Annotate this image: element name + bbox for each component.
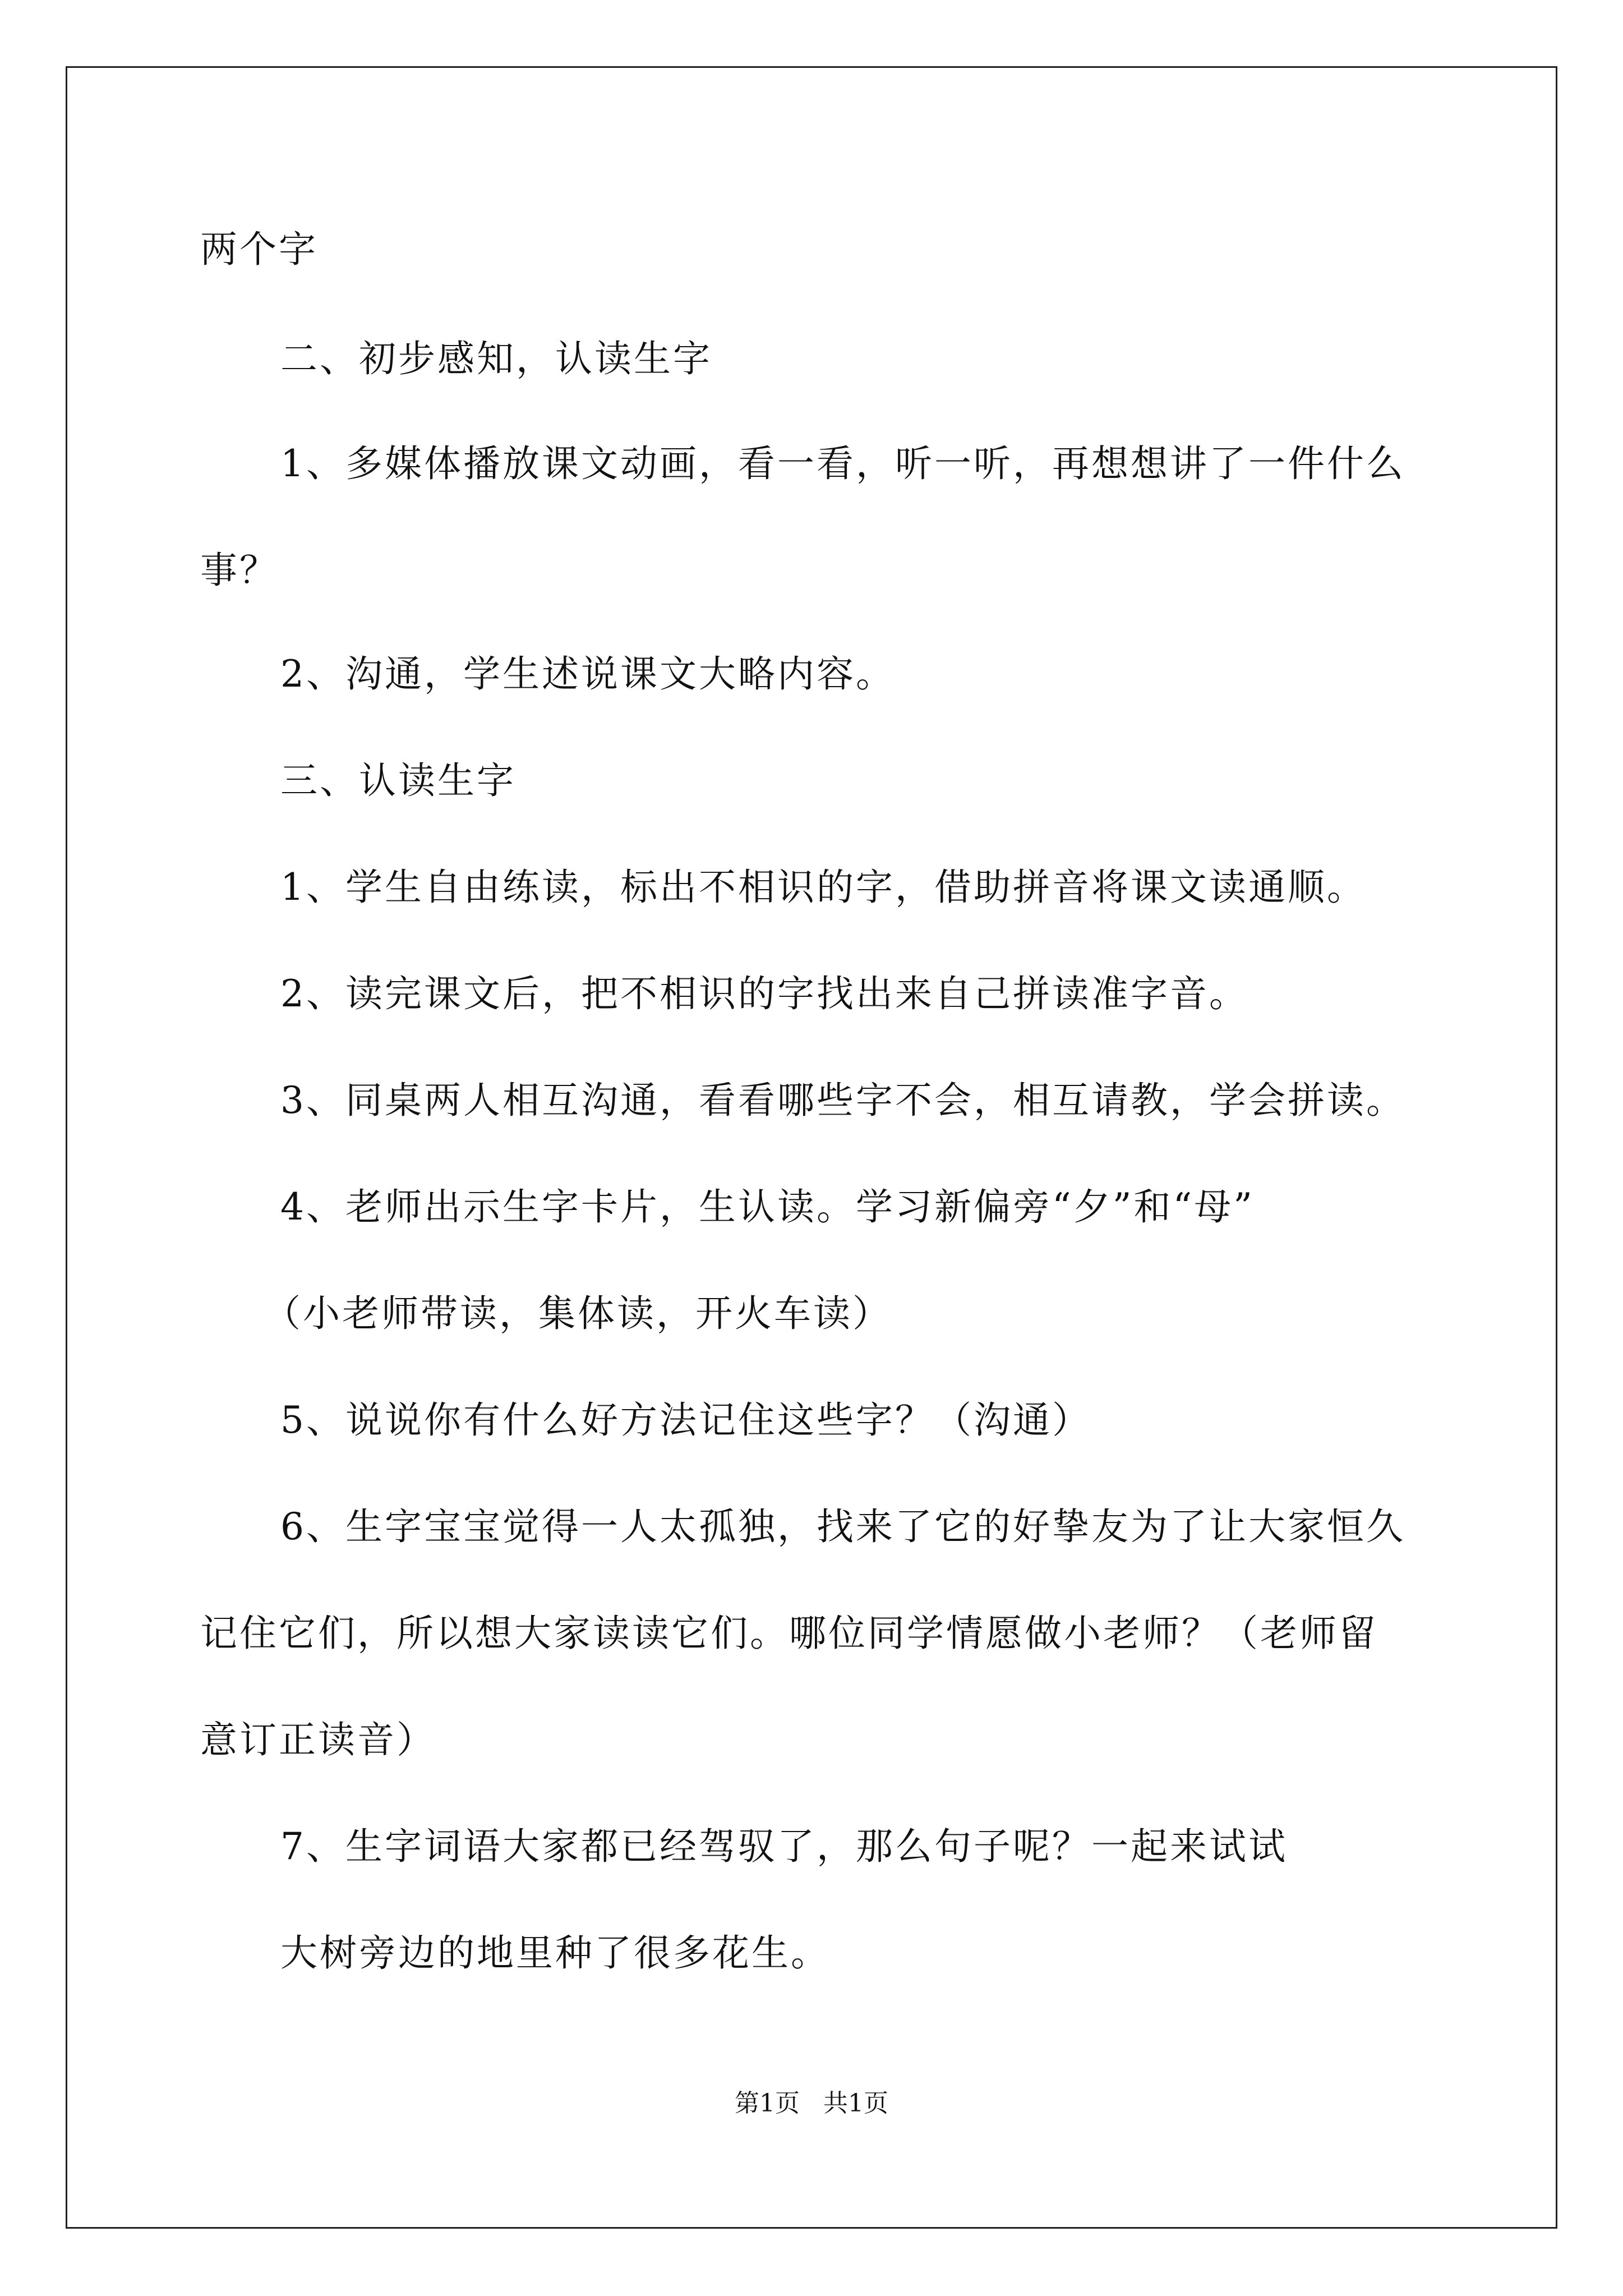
text-line-12: 5、说说你有什么好方法记住这些字？（沟通） [280,1398,1091,1442]
text-line-16: 7、生字词语大家都已经驾驭了，那么句子呢？一起来试试 [280,1825,1288,1868]
text-line-14: 记住它们，所以想大家读读它们。哪位同学情愿做小老师？（老师留 [200,1612,1378,1655]
page-border [66,66,1557,2229]
text-line-13: 6、生字宝宝觉得一人太孤独，找来了它的好挚友为了让大家恒久 [280,1505,1405,1548]
text-line-3: 1、多媒体播放课文动画，看一看，听一听，再想想讲了一件什么 [280,442,1405,485]
text-line-8: 2、读完课文后，把不相识的字找出来自己拼读准字音。 [280,972,1248,1015]
text-line-9: 3、同桌两人相互沟通，看看哪些字不会，相互请教，学会拼读。 [280,1079,1405,1122]
text-line-11: （小老师带读，集体读，开火车读） [264,1292,892,1335]
text-line-1: 两个字 [200,228,318,271]
text-line-7: 1、学生自由练读，标出不相识的字，借助拼音将课文读通顺。 [280,866,1366,909]
page-footer: 第1页 共1页 [735,2089,888,2118]
text-line-2: 二、初步感知，认读生字 [280,337,712,380]
text-line-6: 三、认读生字 [280,759,516,802]
text-line-5: 2、沟通，学生述说课文大略内容。 [280,652,895,696]
text-line-4: 事？ [200,549,279,592]
text-line-15: 意订正读音） [200,1718,436,1761]
text-line-10: 4、老师出示生字卡片，生认读。学习新偏旁“夕”和“母” [280,1185,1255,1228]
text-line-17: 大树旁边的地里种了很多花生。 [280,1931,830,1975]
